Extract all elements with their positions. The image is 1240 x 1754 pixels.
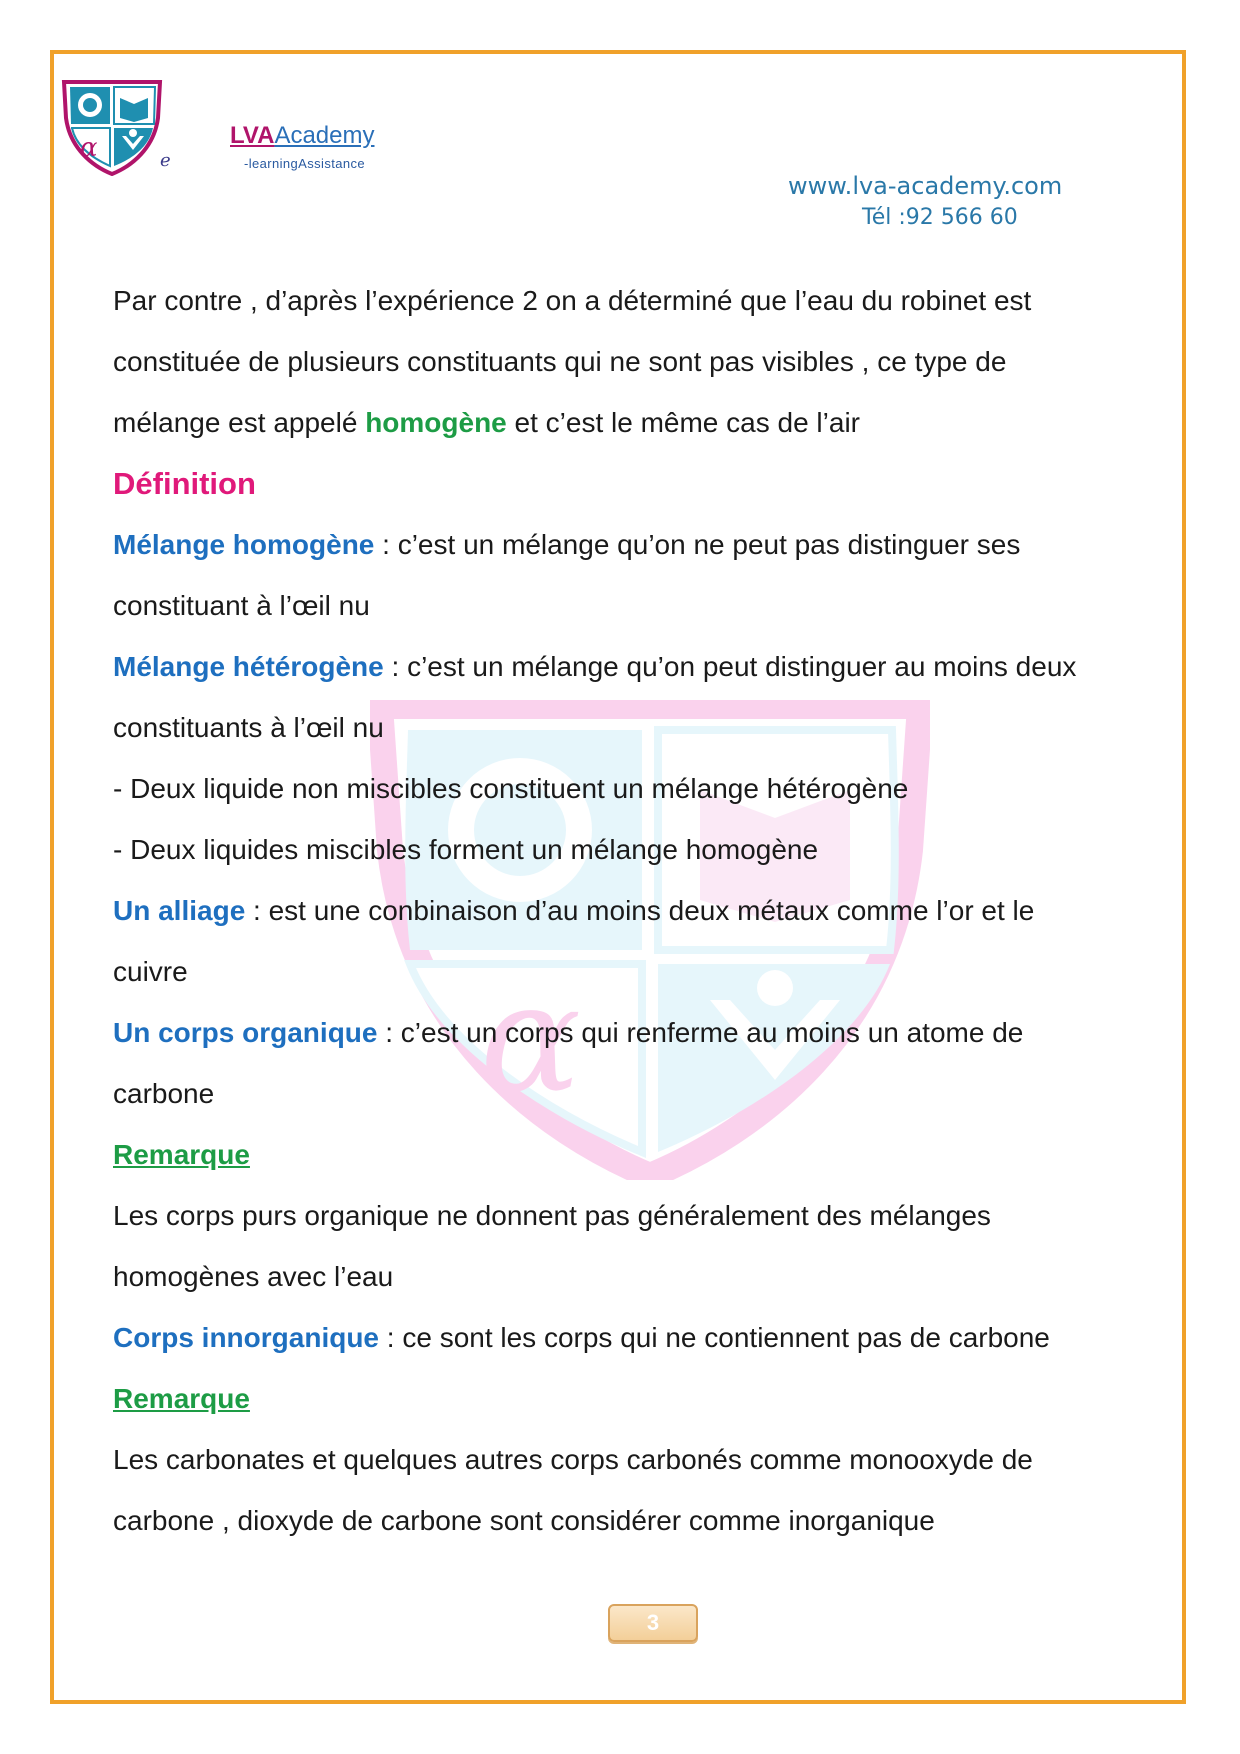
term-melange-homogene: Mélange homogène: [113, 529, 375, 560]
term-corps-organique: Un corps organique: [113, 1017, 378, 1048]
paragraph-line: [113, 400, 1163, 461]
remarque-heading: [113, 1376, 1163, 1437]
remarque-line: Les carbonates et quelques autres corps carbonés comme monooxyde de: [113, 1444, 1033, 1475]
term-melange-heterogene: Mélange hétérogène: [113, 651, 384, 682]
text-run: : ce sont les corps qui ne contiennent pas de carbone: [379, 1322, 1050, 1353]
text-run: : c’est un corps qui renferme au moins un atome de: [377, 1017, 1024, 1048]
text-run: : est une conbinaison d’au moins deux métaux comme l’or et le: [245, 895, 1035, 926]
definition-line: constituants à l’œil nu: [113, 712, 384, 743]
brand-tagline: -learningAssistance: [244, 156, 366, 171]
brand-academy: Academy: [274, 122, 375, 149]
definition-line: cuivre: [113, 956, 188, 987]
remarque-line: Les corps purs organique ne donnent pas généralement des mélanges: [113, 1200, 991, 1231]
remarque-title: Remarque: [113, 1139, 250, 1170]
paragraph-line: Par contre , d’après l’expérience 2 on a déterminé que l’eau du robinet est: [113, 285, 1032, 316]
keyword-homogene: homogène: [365, 407, 507, 438]
definition-line: [113, 522, 1163, 583]
definition-line: constituant à l’œil nu: [113, 590, 370, 621]
paragraph-line: constituée de plusieurs constituants qui ne sont pas visibles , ce type de: [113, 346, 1007, 377]
definition-line: carbone: [113, 1078, 215, 1109]
remarque-line: carbone , dioxyde de carbone sont considérer comme inorganique: [113, 1505, 935, 1536]
document-body: [113, 278, 1163, 1559]
svg-text:α: α: [480, 952, 582, 1126]
definition-title: Définition: [113, 466, 256, 501]
bullet-item: - Deux liquide non miscibles constituent un mélange hétérogène: [113, 773, 909, 804]
term-corps-innorganique: Corps innorganique: [113, 1322, 379, 1353]
svg-text:α: α: [80, 133, 98, 163]
page-number-badge: 3: [608, 1604, 698, 1642]
definition-line: [113, 1315, 1163, 1376]
definition-line: [113, 888, 1163, 949]
text-run: et c’est le même cas de l’air: [506, 407, 860, 438]
definition-heading: [113, 461, 1163, 522]
text-run: mélange est appelé: [113, 407, 366, 438]
definition-line: [113, 1010, 1163, 1071]
website-link[interactable]: www.lva-academy.com: [788, 172, 1063, 200]
remarque-title: Remarque: [113, 1383, 250, 1414]
bullet-item: - Deux liquides miscibles forment un mélange homogène: [113, 834, 819, 865]
definition-line: [113, 644, 1163, 705]
text-run: : c’est un mélange qu’on ne peut pas distinguer ses: [374, 529, 1021, 560]
text-run: : c’est un mélange qu’on peut distinguer au moins deux: [383, 651, 1077, 682]
phone-number: Tél :92 566 60: [862, 205, 1018, 230]
lva-logo-icon: [58, 78, 166, 176]
brand-name: [230, 122, 374, 150]
remarque-line: homogènes avec l’eau: [113, 1261, 394, 1292]
term-alliage: Un alliage: [113, 895, 246, 926]
logo-letter: e: [160, 150, 171, 171]
remarque-heading: [113, 1132, 1163, 1193]
brand-lva: LVA: [230, 122, 275, 149]
